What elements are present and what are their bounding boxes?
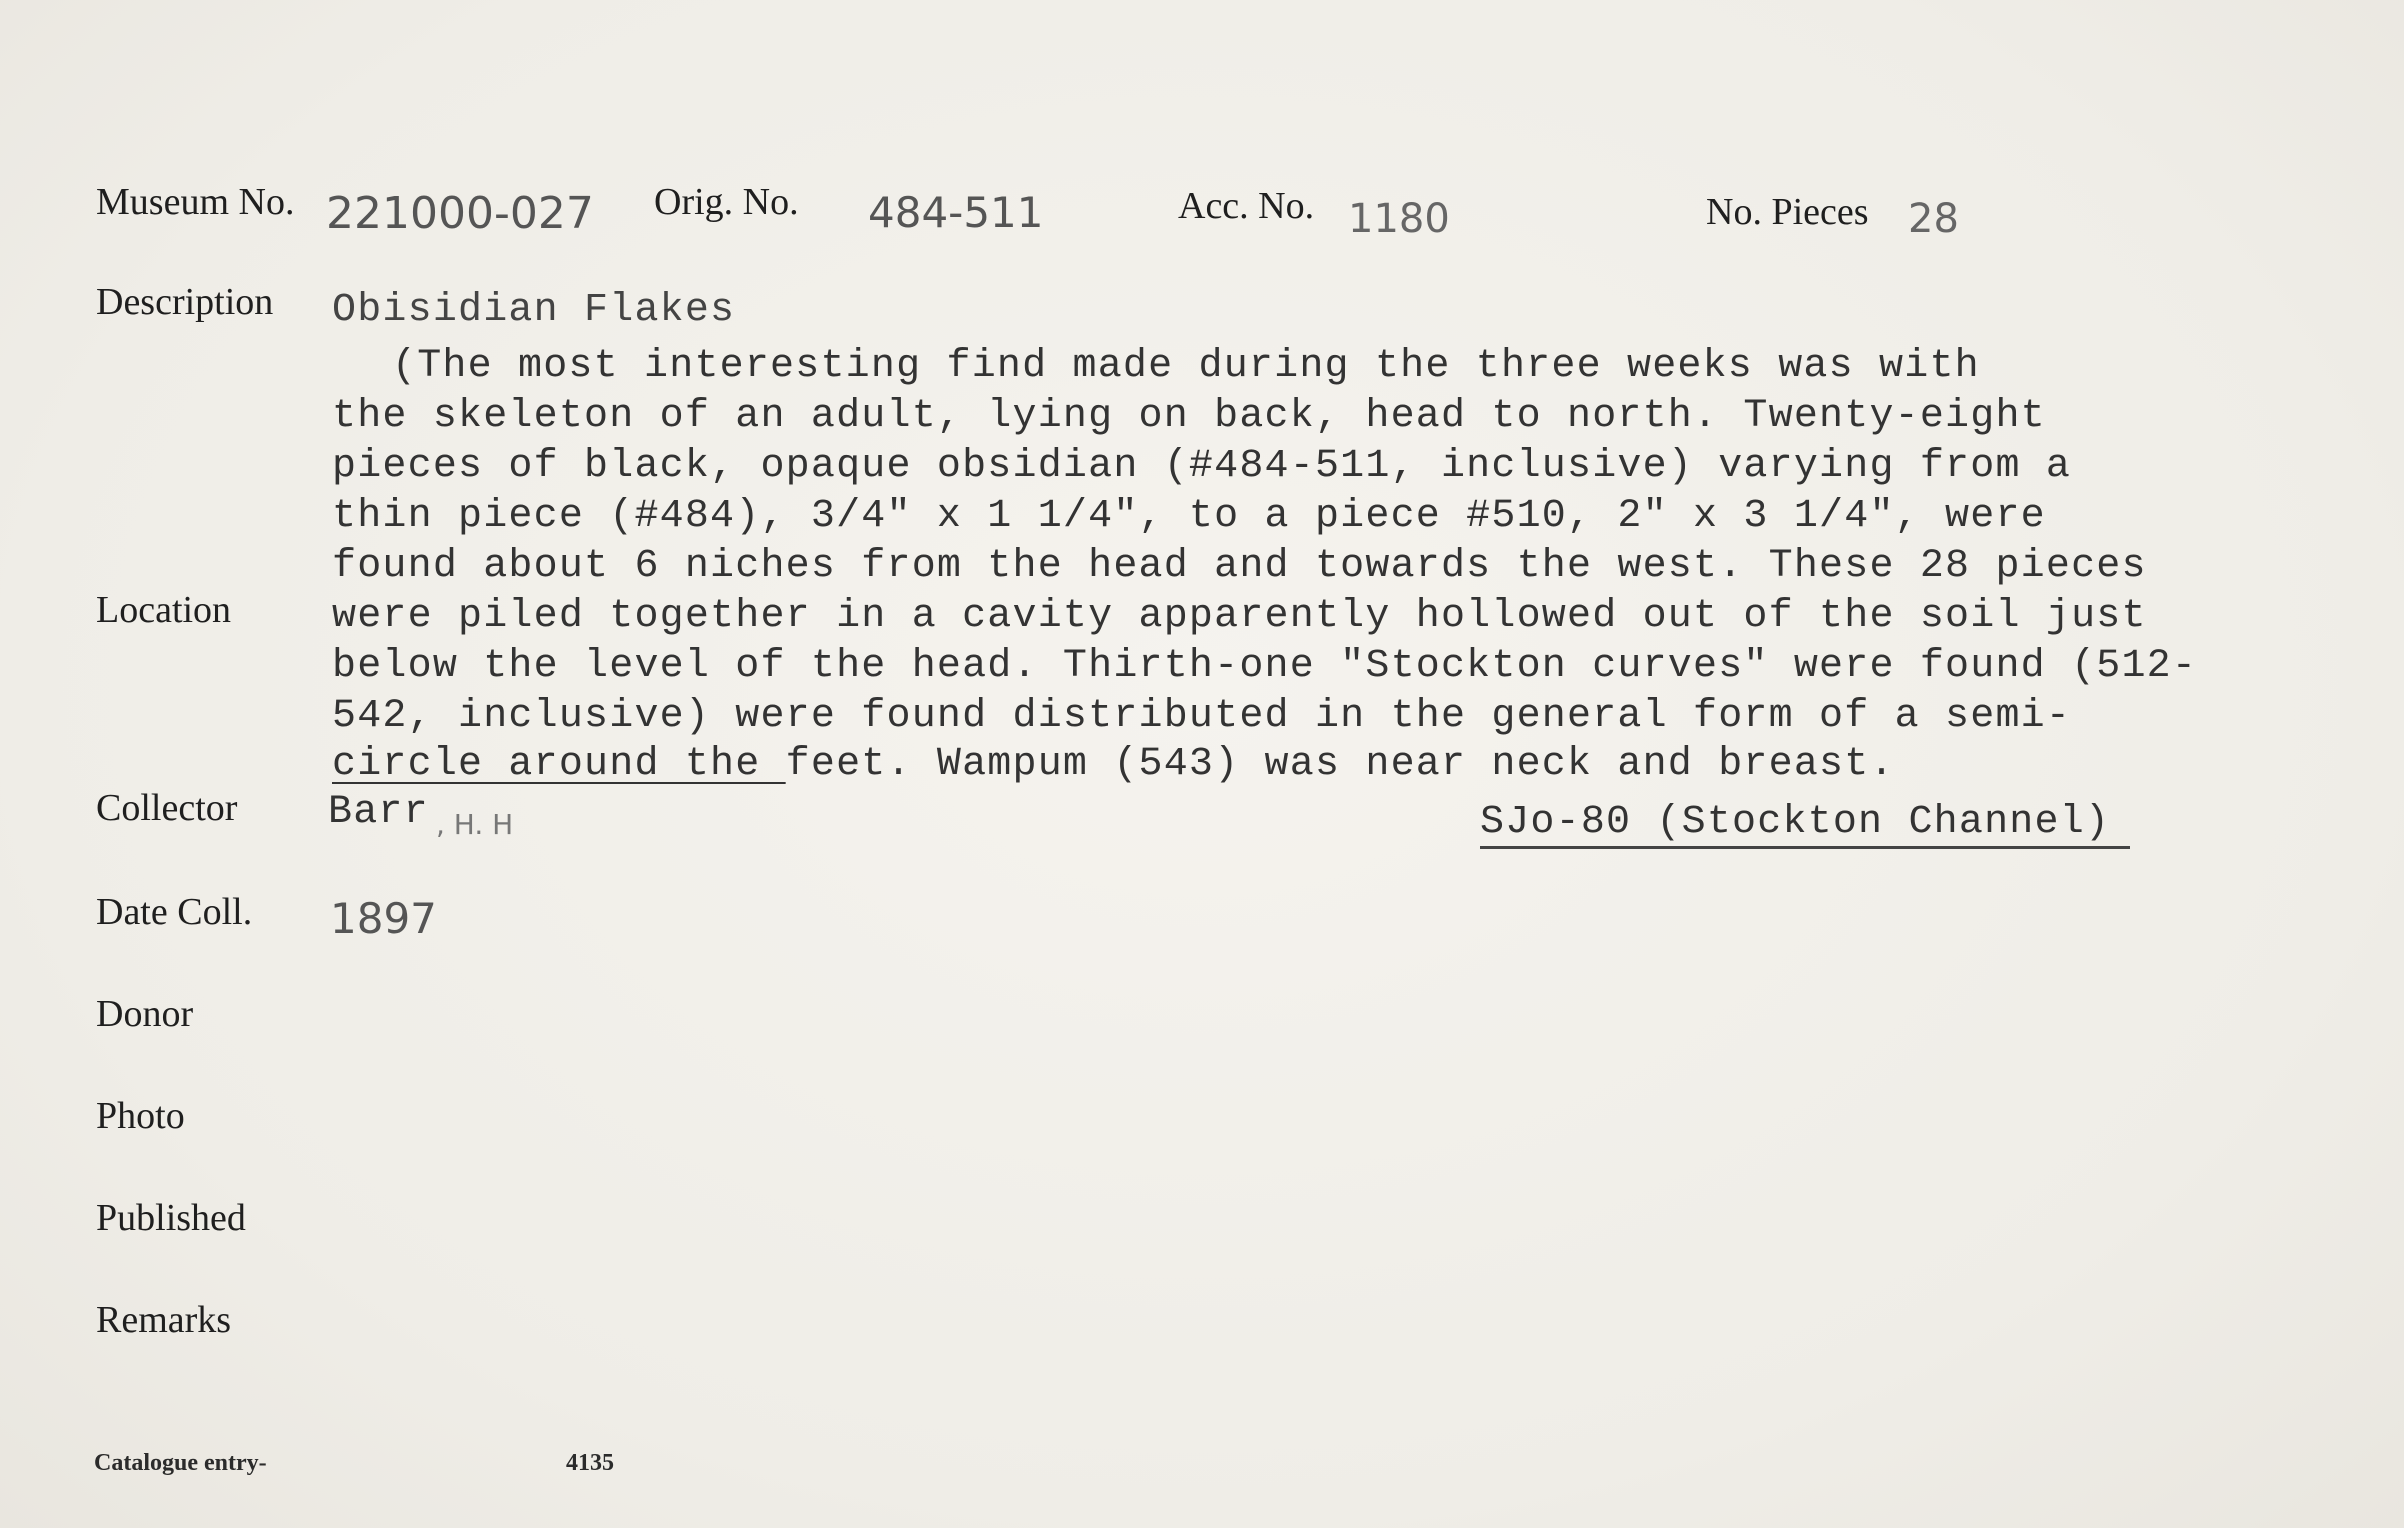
description-label: Description [96, 281, 274, 323]
orig-no-value: 484-511 [868, 188, 1044, 237]
description-line: below the level of the head. Thirth-one "Stockton curves" were found (512- [332, 644, 2198, 689]
description-line-last [332, 742, 1895, 787]
acc-no-label: Acc. No. [1178, 185, 1315, 227]
date-coll-value: 1897 [330, 894, 437, 943]
description-line: were piled together in a cavity apparently hollowed out of the soil just [332, 594, 2147, 639]
description-rest-text: feet. Wampum (543) was near neck and breast. [785, 742, 1895, 787]
acc-no-value: 1180 [1348, 196, 1450, 242]
site-underline [1480, 846, 2130, 849]
catalogue-entry-value: 4135 [566, 1450, 614, 1476]
collector-handwritten: , H. H [436, 808, 514, 841]
description-line: (The most interesting find made during the three weeks was with [392, 344, 1980, 389]
no-pieces-label: No. Pieces [1706, 191, 1869, 233]
catalogue-entry-label: Catalogue entry- [94, 1450, 267, 1476]
location-label: Location [96, 589, 232, 631]
description-line: 542, inclusive) were found distributed in the general form of a semi- [332, 694, 2072, 739]
description-underlined-text: circle around the [332, 742, 786, 787]
orig-no-label: Orig. No. [654, 181, 799, 223]
description-line: thin piece (#484), 3/4" x 1 1/4", to a piece #510, 2" x 3 1/4", were [332, 494, 2046, 539]
published-label: Published [96, 1197, 246, 1239]
description-line: the skeleton of an adult, lying on back, head to north. Twenty-eight [332, 394, 2046, 439]
description-title: Obisidian Flakes [332, 288, 736, 333]
remarks-label: Remarks [96, 1299, 232, 1341]
museum-no-label: Museum No. [96, 181, 295, 223]
donor-label: Donor [96, 993, 194, 1035]
description-line: found about 6 niches from the head and towards the west. These 28 pieces [332, 544, 2147, 589]
collector-label: Collector [96, 787, 238, 829]
photo-label: Photo [96, 1095, 185, 1137]
site-value: SJo-80 (Stockton Channel) [1480, 800, 2111, 845]
date-coll-label: Date Coll. [96, 891, 253, 933]
museum-no-value: 221000-027 [326, 188, 594, 239]
collector-value: Barr [328, 790, 429, 835]
no-pieces-value: 28 [1908, 196, 1959, 242]
description-line: pieces of black, opaque obsidian (#484-511, inclusive) varying from a [332, 444, 2072, 489]
